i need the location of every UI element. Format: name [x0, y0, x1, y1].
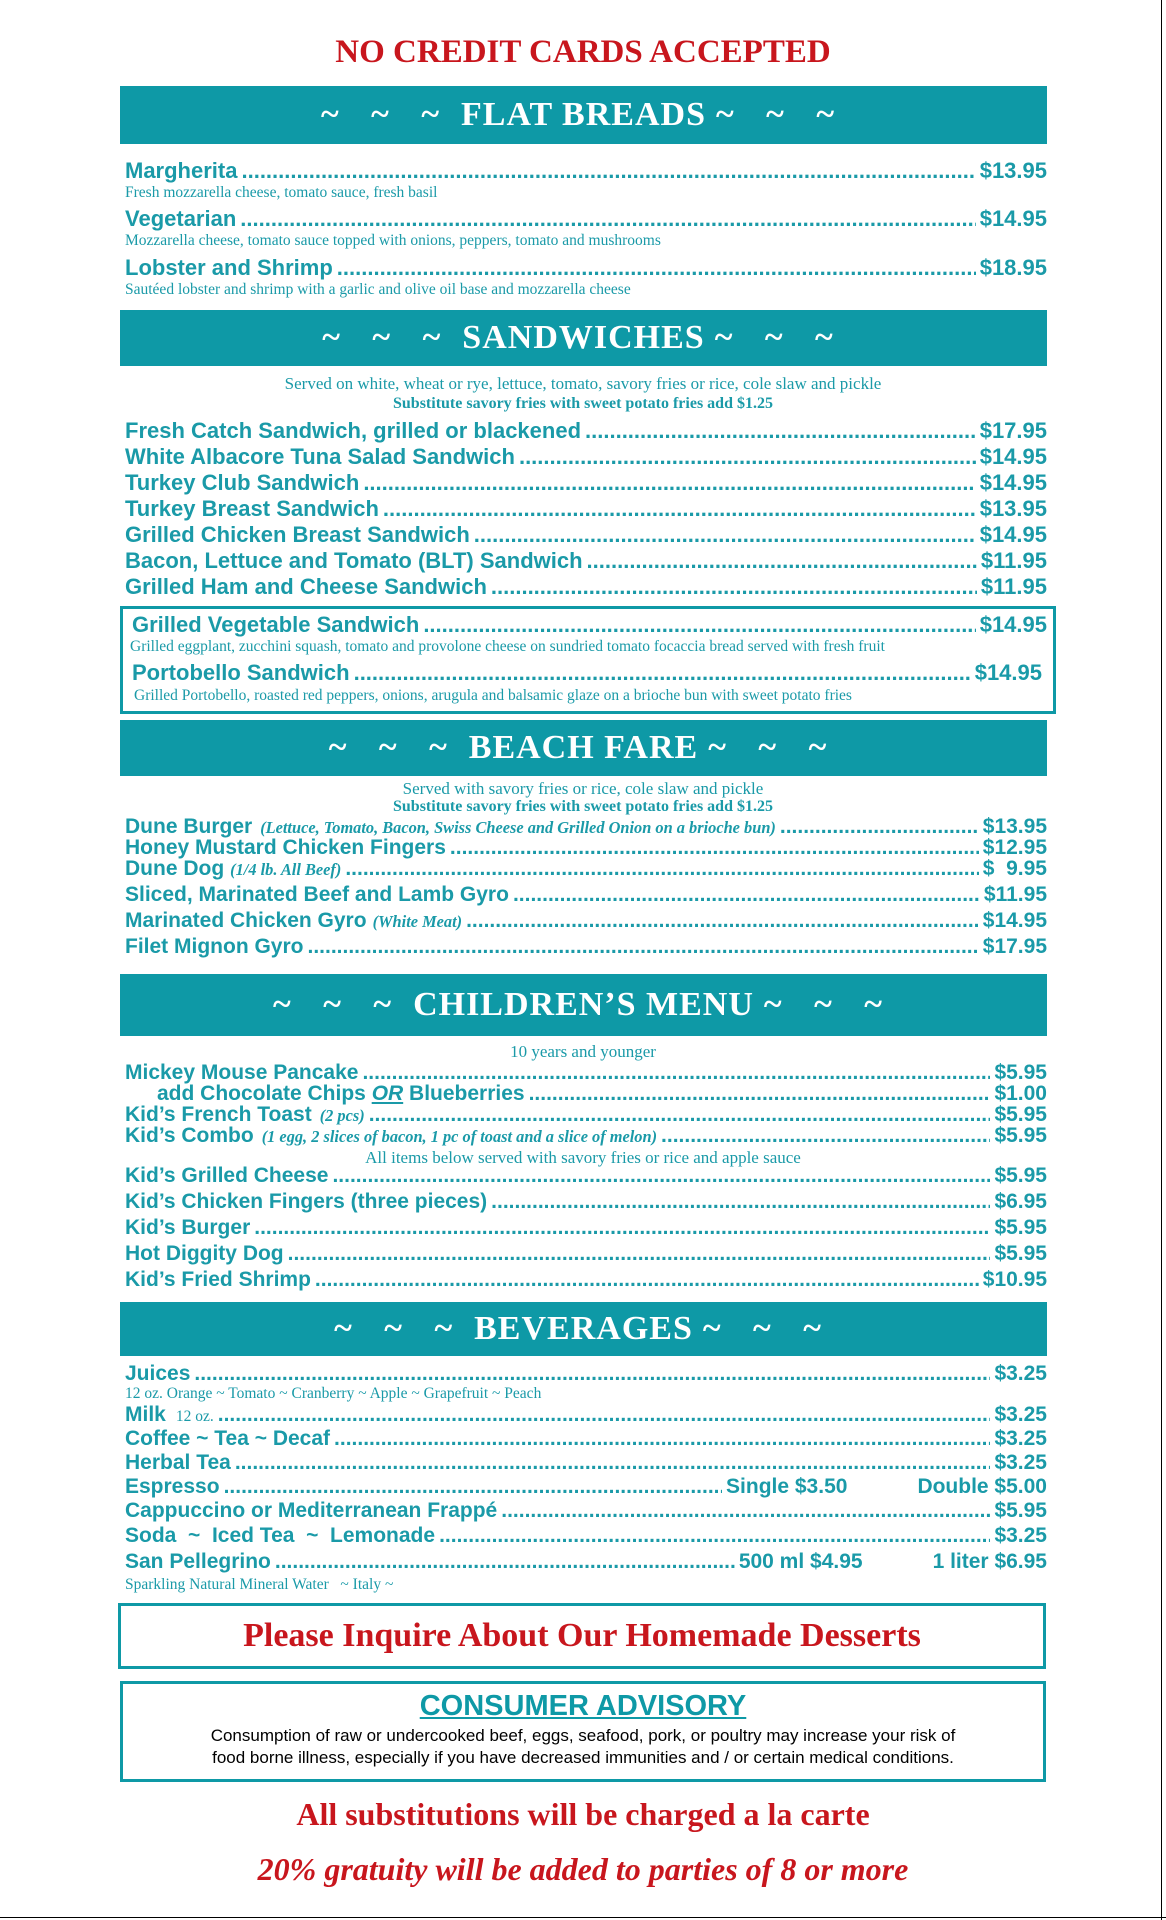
item-price: $6.95: [994, 1190, 1047, 1213]
menu-item: [125, 1190, 1047, 1214]
menu-item: [125, 1403, 1047, 1427]
item-note: 12 oz.: [175, 1408, 214, 1425]
menu-item: [125, 1362, 1047, 1386]
item-price: $5.95: [994, 1103, 1047, 1126]
item-description: Sparkling Natural Mineral Water ~ Italy ~: [125, 1576, 394, 1593]
item-price-small: 500 ml $4.95: [738, 1550, 863, 1573]
dot-leader: [241, 158, 975, 184]
dot-leader: [519, 444, 976, 470]
dot-leader: [513, 883, 980, 907]
beach-fare-substitute-note: Substitute savory fries with sweet potato fries add $1.25: [393, 798, 773, 815]
item-name: Margherita: [125, 158, 238, 183]
dot-leader: [491, 574, 977, 600]
menu-item: [125, 1242, 1047, 1266]
item-name: Grilled Chicken Breast Sandwich: [125, 522, 470, 547]
beverages-banner: [120, 1302, 1047, 1356]
dot-leader: [423, 612, 975, 638]
menu-item: [125, 574, 1047, 600]
menu-item: [125, 418, 1047, 444]
menu-item: [125, 470, 1047, 496]
item-name: Milk: [125, 1403, 166, 1426]
dot-leader: [354, 660, 971, 686]
item-name-part: Blueberries: [403, 1082, 525, 1105]
item-price: $3.25: [994, 1403, 1047, 1426]
dot-leader: [491, 1190, 990, 1214]
menu-item: [125, 255, 1047, 281]
item-name: Marinated Chicken Gyro: [125, 909, 367, 932]
item-name: Dune Burger: [125, 815, 253, 838]
tilde-left: ~ ~ ~: [334, 1310, 465, 1347]
item-price: $13.95: [979, 158, 1047, 183]
menu-item: [125, 857, 1047, 881]
item-description: Grilled Portobello, roasted red peppers, onions, arugula and balsamic glaze on a brioche bun with sweet potato fries: [134, 687, 852, 704]
item-price: $14.95: [979, 612, 1047, 637]
dot-leader: [240, 206, 975, 232]
item-price: $11.95: [980, 574, 1047, 599]
item-note: (Lettuce, Tomato, Bacon, Swiss Cheese and Grilled Onion on a brioche bun): [260, 818, 776, 837]
menu-item: [132, 660, 1042, 686]
dot-leader: [235, 1451, 991, 1475]
item-name: Mickey Mouse Pancake: [125, 1061, 359, 1084]
item-price: $1.00: [994, 1082, 1047, 1105]
beach-fare-subtitle: Served with savory fries or rice, cole slaw and pickle: [402, 779, 764, 798]
item-price: $12.95: [982, 836, 1047, 859]
item-price: $5.95: [994, 1061, 1047, 1084]
item-price: $13.95: [979, 496, 1047, 521]
item-price: $5.95: [994, 1216, 1047, 1239]
item-price-large: 1 liter $6.95: [932, 1550, 1047, 1573]
item-name: Fresh Catch Sandwich, grilled or blackened: [125, 418, 582, 443]
menu-item: [125, 1124, 1047, 1148]
menu-item: [125, 1451, 1047, 1475]
dot-leader: [194, 1362, 990, 1386]
item-name: Filet Mignon Gyro: [125, 935, 304, 958]
item-name: White Albacore Tuna Salad Sandwich: [125, 444, 515, 469]
menu-item: [125, 206, 1047, 232]
item-price-double: Double $5.00: [917, 1475, 1047, 1498]
item-note: (White Meat): [372, 912, 463, 931]
dot-leader: [439, 1524, 990, 1548]
menu-item: [125, 909, 1047, 933]
childrens-served-with-note: All items below served with savory fries or rice and apple sauce: [365, 1148, 801, 1167]
item-price: $11.95: [983, 883, 1047, 906]
dot-leader: [466, 909, 979, 933]
consumer-advisory-box: [120, 1681, 1046, 1782]
sandwiches-banner: [120, 310, 1047, 366]
page-border: [1161, 0, 1162, 1920]
item-name: Kid’s Chicken Fingers (three pieces): [125, 1190, 488, 1213]
dot-leader: [315, 1268, 979, 1292]
tilde-right: ~ ~ ~: [708, 729, 839, 766]
item-name: Grilled Vegetable Sandwich: [132, 612, 420, 637]
item-name: Juices: [125, 1362, 191, 1385]
item-name: Cappuccino or Mediterranean Frappé: [125, 1499, 498, 1522]
item-name: Herbal Tea: [125, 1451, 231, 1474]
item-name: Kid’s Fried Shrimp: [125, 1268, 311, 1291]
item-name: Kid’s French Toast: [125, 1103, 312, 1126]
sandwiches-substitute-note: Substitute savory fries with sweet potato fries add $1.25: [393, 395, 773, 412]
item-name: Soda ~ Iced Tea ~ Lemonade: [125, 1524, 436, 1547]
flat-breads-title: FLAT BREADS: [461, 96, 706, 133]
item-name: Dune Dog: [125, 857, 225, 880]
item-name: Bacon, Lettuce and Tomato (BLT) Sandwich: [125, 548, 583, 573]
item-name: Kid’s Burger: [125, 1216, 251, 1239]
item-name: Portobello Sandwich: [132, 660, 350, 685]
tilde-left: ~ ~ ~: [320, 96, 452, 133]
item-price: $17.95: [982, 935, 1047, 958]
menu-item: [125, 1216, 1047, 1240]
item-price: $18.95: [979, 255, 1047, 280]
tilde-left: ~ ~ ~: [322, 319, 453, 356]
menu-item: [125, 1524, 1047, 1548]
menu-item: [125, 883, 1047, 907]
item-name: Espresso: [125, 1475, 220, 1498]
menu-item: [125, 522, 1047, 548]
beach-fare-banner: [120, 720, 1047, 776]
item-note: (1 egg, 2 slices of bacon, 1 pc of toast and a slice of melon): [261, 1127, 658, 1146]
item-note: (1/4 lb. All Beef): [230, 860, 342, 879]
item-description: Fresh mozzarella cheese, tomato sauce, fresh basil: [125, 184, 438, 201]
menu-item: [125, 444, 1047, 470]
item-price: $5.95: [994, 1164, 1047, 1187]
menu-item: [125, 1427, 1047, 1451]
item-name: Kid’s Combo: [125, 1124, 254, 1147]
substitutions-notice: All substitutions will be charged a la carte: [296, 1796, 870, 1832]
menu-item: [125, 548, 1047, 574]
item-price-single: Single $3.50: [726, 1475, 848, 1498]
item-price: $3.25: [994, 1362, 1047, 1385]
sandwiches-subtitle: Served on white, wheat or rye, lettuce, tomato, savory fries or rice, cole slaw and pickle: [284, 374, 882, 393]
beach-fare-title: BEACH FARE: [468, 729, 699, 766]
item-price: $5.95: [994, 1124, 1047, 1147]
item-name: Honey Mustard Chicken Fingers: [125, 836, 446, 859]
menu-item: [125, 496, 1047, 522]
dot-leader: [275, 1550, 735, 1574]
item-name: Hot Diggity Dog: [125, 1242, 284, 1265]
tilde-right: ~ ~ ~: [715, 96, 847, 133]
dot-leader: [363, 470, 975, 496]
item-price: $3.25: [994, 1451, 1047, 1474]
item-price: $17.95: [979, 418, 1047, 443]
tilde-right: ~ ~ ~: [714, 319, 845, 356]
item-description: Sautéed lobster and shrimp with a garlic and olive oil base and mozzarella cheese: [125, 281, 631, 298]
item-name: Vegetarian: [125, 206, 237, 231]
item-price: $5.95: [994, 1499, 1047, 1522]
desserts-notice: Please Inquire About Our Homemade Desserts: [243, 1617, 921, 1654]
childrens-menu-title: CHILDREN’S MENU: [413, 986, 754, 1023]
consumer-advisory-text: food borne illness, especially if you have decreased immunities and / or certain medical conditions.: [212, 1748, 954, 1767]
item-description: Mozzarella cheese, tomato sauce topped with onions, peppers, tomato and mushrooms: [125, 232, 661, 249]
item-description: 12 oz. Orange ~ Tomato ~ Cranberry ~ Apple ~ Grapefruit ~ Peach: [125, 1385, 542, 1402]
dot-leader: [345, 857, 978, 881]
item-name: Kid’s Grilled Cheese: [125, 1164, 329, 1187]
desserts-box: [118, 1603, 1046, 1669]
item-description: Grilled eggplant, zucchini squash, tomato and provolone cheese on sundried tomato focaccia bread served with fresh fruit: [130, 638, 885, 655]
item-price: $14.95: [979, 206, 1047, 231]
consumer-advisory-title: CONSUMER ADVISORY: [419, 1690, 747, 1722]
item-name: Turkey Club Sandwich: [125, 470, 360, 495]
dot-leader: [501, 1499, 990, 1523]
item-price: $3.25: [994, 1427, 1047, 1450]
tilde-right: ~ ~ ~: [702, 1310, 833, 1347]
dot-leader: [218, 1403, 991, 1427]
item-name: Sliced, Marinated Beef and Lamb Gyro: [125, 883, 509, 906]
item-name: Lobster and Shrimp: [125, 255, 333, 280]
item-name: San Pellegrino: [125, 1550, 271, 1573]
beverages-title: BEVERAGES: [474, 1310, 693, 1347]
item-price: $3.25: [994, 1524, 1047, 1547]
item-price: $5.95: [994, 1242, 1047, 1265]
item-price: $11.95: [980, 548, 1047, 573]
tilde-right: ~ ~ ~: [763, 986, 894, 1023]
menu-item: [125, 158, 1047, 184]
dot-leader: [585, 418, 976, 444]
dot-leader: [383, 496, 976, 522]
tilde-left: ~ ~ ~: [273, 986, 404, 1023]
dot-leader: [224, 1475, 722, 1499]
item-price: $14.95: [979, 522, 1047, 547]
menu-item: [125, 1550, 1047, 1574]
item-price: $14.95: [979, 470, 1047, 495]
menu-item: [125, 935, 1047, 959]
item-name: Grilled Ham and Cheese Sandwich: [125, 574, 487, 599]
sandwiches-title: SANDWICHES: [462, 319, 705, 356]
childrens-menu-banner: [120, 974, 1047, 1036]
item-price: $14.95: [979, 444, 1047, 469]
childrens-age-note: 10 years and younger: [510, 1042, 656, 1061]
dot-leader: [661, 1124, 990, 1148]
dot-leader: [334, 1427, 990, 1451]
item-note: (2 pcs): [319, 1106, 365, 1125]
dot-leader: [308, 935, 979, 959]
dot-leader: [337, 255, 976, 281]
consumer-advisory-text: Consumption of raw or undercooked beef, eggs, seafood, pork, or poultry may increase your risk of: [210, 1726, 956, 1745]
item-price: $ 9.95: [982, 857, 1047, 880]
flat-breads-banner: [120, 86, 1047, 144]
item-price: $14.95: [974, 660, 1042, 685]
item-price: $10.95: [982, 1268, 1047, 1291]
item-name: Turkey Breast Sandwich: [125, 496, 379, 521]
menu-item: [132, 612, 1047, 638]
menu-item: [125, 1164, 1047, 1188]
menu-item: [125, 1268, 1047, 1292]
item-name-part: add Chocolate Chips: [157, 1082, 372, 1105]
dot-leader: [332, 1164, 990, 1188]
item-price: $14.95: [982, 909, 1047, 932]
dot-leader: [254, 1216, 990, 1240]
item-name-or: OR: [371, 1082, 404, 1105]
item-price: $13.95: [982, 815, 1047, 838]
tilde-left: ~ ~ ~: [328, 729, 459, 766]
menu-item: [125, 1499, 1047, 1523]
dot-leader: [288, 1242, 991, 1266]
gratuity-notice: 20% gratuity will be added to parties of 8 or more: [257, 1851, 909, 1887]
menu-item: [125, 1475, 1047, 1499]
no-credit-cards-notice: NO CREDIT CARDS ACCEPTED: [335, 34, 831, 70]
item-name: Coffee ~ Tea ~ Decaf: [125, 1427, 331, 1450]
dot-leader: [587, 548, 977, 574]
page-border: [0, 1917, 1166, 1918]
dot-leader: [474, 522, 976, 548]
